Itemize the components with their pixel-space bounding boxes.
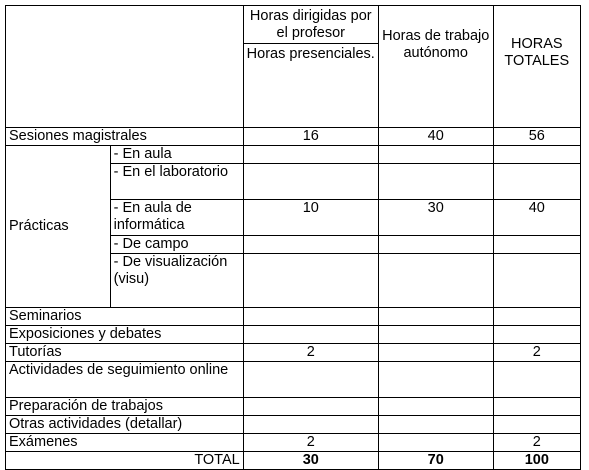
row-label: Otras actividades (detallar) (6, 416, 244, 434)
row-seminarios (6, 308, 581, 326)
cell-autonomous (378, 308, 493, 326)
row-label: Actividades de seguimiento online (6, 362, 244, 398)
row-tutorias (6, 344, 581, 362)
cell-directed (243, 164, 378, 200)
row-label-practicas: Prácticas (6, 146, 111, 308)
cell-autonomous (378, 254, 493, 308)
row-examenes (6, 434, 581, 452)
cell-directed (243, 236, 378, 254)
cell-total (493, 254, 580, 308)
cell-autonomous: 30 (378, 200, 493, 236)
row-sublabel: - De campo (110, 236, 243, 254)
row-sublabel: - De visualización (visu) (110, 254, 243, 308)
header-total-cell: HORAS TOTALES (493, 6, 580, 128)
cell-directed (243, 416, 378, 434)
cell-total: 2 (493, 344, 580, 362)
header-corner-cell (6, 6, 244, 128)
row-label: Preparación de trabajos (6, 398, 244, 416)
hours-table (5, 5, 581, 470)
cell-total: 2 (493, 434, 580, 452)
row-practicas-aula (6, 146, 581, 164)
cell-total (493, 146, 580, 164)
cell-total (493, 308, 580, 326)
total-total: 100 (493, 452, 580, 470)
row-otras (6, 416, 581, 434)
cell-directed: 16 (243, 128, 378, 146)
row-label: Seminarios (6, 308, 244, 326)
row-exposiciones (6, 326, 581, 344)
cell-autonomous (378, 434, 493, 452)
header-directed-sub: Horas presenciales. (244, 43, 378, 63)
cell-total: 40 (493, 200, 580, 236)
cell-autonomous (378, 416, 493, 434)
cell-autonomous (378, 344, 493, 362)
cell-autonomous (378, 236, 493, 254)
cell-directed (243, 362, 378, 398)
row-seguimiento (6, 362, 581, 398)
cell-directed (243, 254, 378, 308)
cell-directed (243, 308, 378, 326)
row-total (6, 452, 581, 470)
cell-directed (243, 326, 378, 344)
cell-autonomous: 40 (378, 128, 493, 146)
cell-directed: 10 (243, 200, 378, 236)
cell-directed: 2 (243, 434, 378, 452)
row-label: Tutorías (6, 344, 244, 362)
cell-autonomous (378, 398, 493, 416)
cell-autonomous (378, 164, 493, 200)
cell-total (493, 362, 580, 398)
header-autonomous-cell: Horas de trabajo autónomo (378, 6, 493, 128)
row-sublabel: - En aula de informática (110, 200, 243, 236)
cell-total (493, 416, 580, 434)
row-preparacion (6, 398, 581, 416)
cell-total (493, 398, 580, 416)
total-directed: 30 (243, 452, 378, 470)
header-row (6, 6, 581, 128)
row-sesiones (6, 128, 581, 146)
row-label: Sesiones magistrales (6, 128, 244, 146)
row-sublabel: - En el laboratorio (110, 164, 243, 200)
header-directed-cell (243, 6, 378, 128)
total-autonomous: 70 (378, 452, 493, 470)
row-sublabel: - En aula (110, 146, 243, 164)
cell-total (493, 326, 580, 344)
cell-total (493, 164, 580, 200)
cell-directed (243, 146, 378, 164)
cell-autonomous (378, 146, 493, 164)
row-label: Exposiciones y debates (6, 326, 244, 344)
total-label: TOTAL (6, 452, 244, 470)
cell-directed: 2 (243, 344, 378, 362)
cell-total (493, 236, 580, 254)
cell-total: 56 (493, 128, 580, 146)
cell-directed (243, 398, 378, 416)
cell-autonomous (378, 326, 493, 344)
cell-autonomous (378, 362, 493, 398)
header-directed-title: Horas dirigidas por el profesor (249, 8, 372, 41)
row-label: Exámenes (6, 434, 244, 452)
